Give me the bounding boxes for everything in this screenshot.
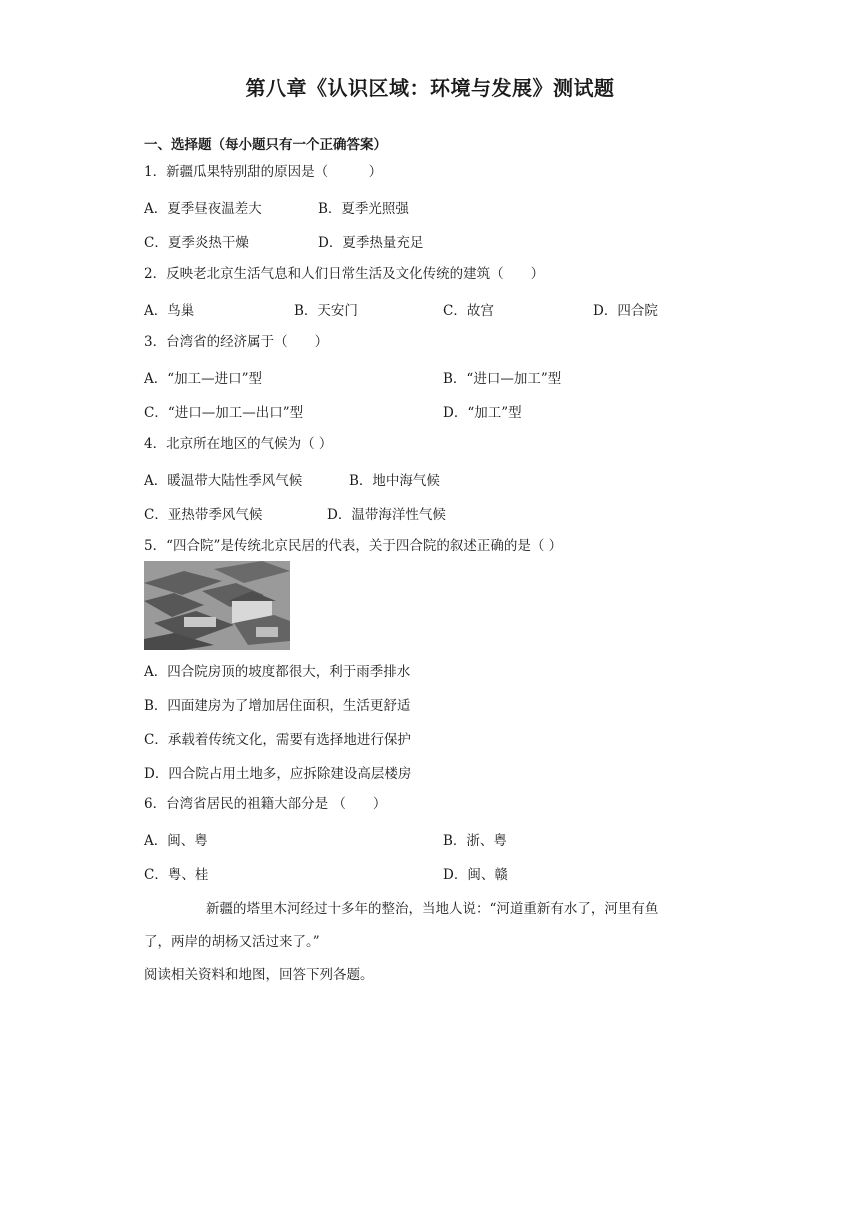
passage-line-1: 新疆的塔里木河经过十多年的整治，当地人说：“河道重新有水了，河里有鱼	[206, 901, 659, 917]
question-2-stem: 2．反映老北京生活气息和人们日常生活及文化传统的建筑（ ）	[144, 266, 545, 282]
question-5-option-a: A．四合院房顶的坡度都很大，利于雨季排水	[144, 664, 411, 680]
question-3-option-b: B．“进口—加工”型	[443, 371, 562, 387]
question-5-option-b: B．四面建房为了增加居住面积，生活更舒适	[144, 698, 411, 714]
question-4-option-c: C．亚热带季风气候	[144, 507, 263, 523]
question-3-stem: 3．台湾省的经济属于（ ）	[144, 334, 329, 350]
question-5-option-c: C．承载着传统文化，需要有选择地进行保护	[144, 732, 411, 748]
question-6-option-b: B．浙、粤	[443, 833, 507, 849]
passage-line-2: 了，两岸的胡杨又活过来了。”	[144, 934, 320, 950]
question-1-option-a: A．夏季昼夜温差大	[144, 201, 262, 217]
question-4-stem: 4．北京所在地区的气候为（ ）	[144, 436, 333, 452]
question-3-option-d: D．“加工”型	[443, 405, 522, 421]
question-1-option-b: B．夏季光照强	[318, 201, 409, 217]
page-title: 第八章《认识区域：环境与发展》测试题	[245, 76, 615, 100]
question-2-option-d: D．四合院	[593, 303, 658, 319]
question-1-stem: 1．新疆瓜果特别甜的原因是（ ）	[144, 164, 383, 180]
siheyuan-photo	[144, 561, 290, 650]
question-6-option-d: D．闽、赣	[443, 867, 508, 883]
question-5-option-d: D．四合院占用土地多，应拆除建设高层楼房	[144, 766, 412, 782]
question-1-option-d: D．夏季热量充足	[318, 235, 424, 251]
passage-line-3: 阅读相关资料和地图，回答下列各题。	[144, 967, 374, 983]
question-4-option-b: B．地中海气候	[349, 473, 440, 489]
question-6-option-c: C．粤、桂	[144, 867, 209, 883]
question-5-stem: 5．“四合院”是传统北京民居的代表，关于四合院的叙述正确的是（ ）	[144, 538, 563, 554]
question-2-option-a: A．鸟巢	[144, 303, 195, 319]
question-6-stem: 6．台湾省居民的祖籍大部分是 （ ）	[144, 796, 387, 812]
question-2-option-c: C．故宫	[443, 303, 494, 319]
question-1-option-c: C．夏季炎热干燥	[144, 235, 249, 251]
question-2-option-b: B．天安门	[294, 303, 358, 319]
question-6-option-a: A．闽、粤	[144, 833, 208, 849]
question-4-option-d: D．温带海洋性气候	[327, 507, 446, 523]
question-3-option-a: A．“加工—进口”型	[144, 371, 263, 387]
question-3-option-c: C．“进口—加工—出口”型	[144, 405, 304, 421]
question-4-option-a: A．暖温带大陆性季风气候	[144, 473, 303, 489]
section-heading: 一、选择题（每小题只有一个正确答案）	[144, 137, 387, 153]
